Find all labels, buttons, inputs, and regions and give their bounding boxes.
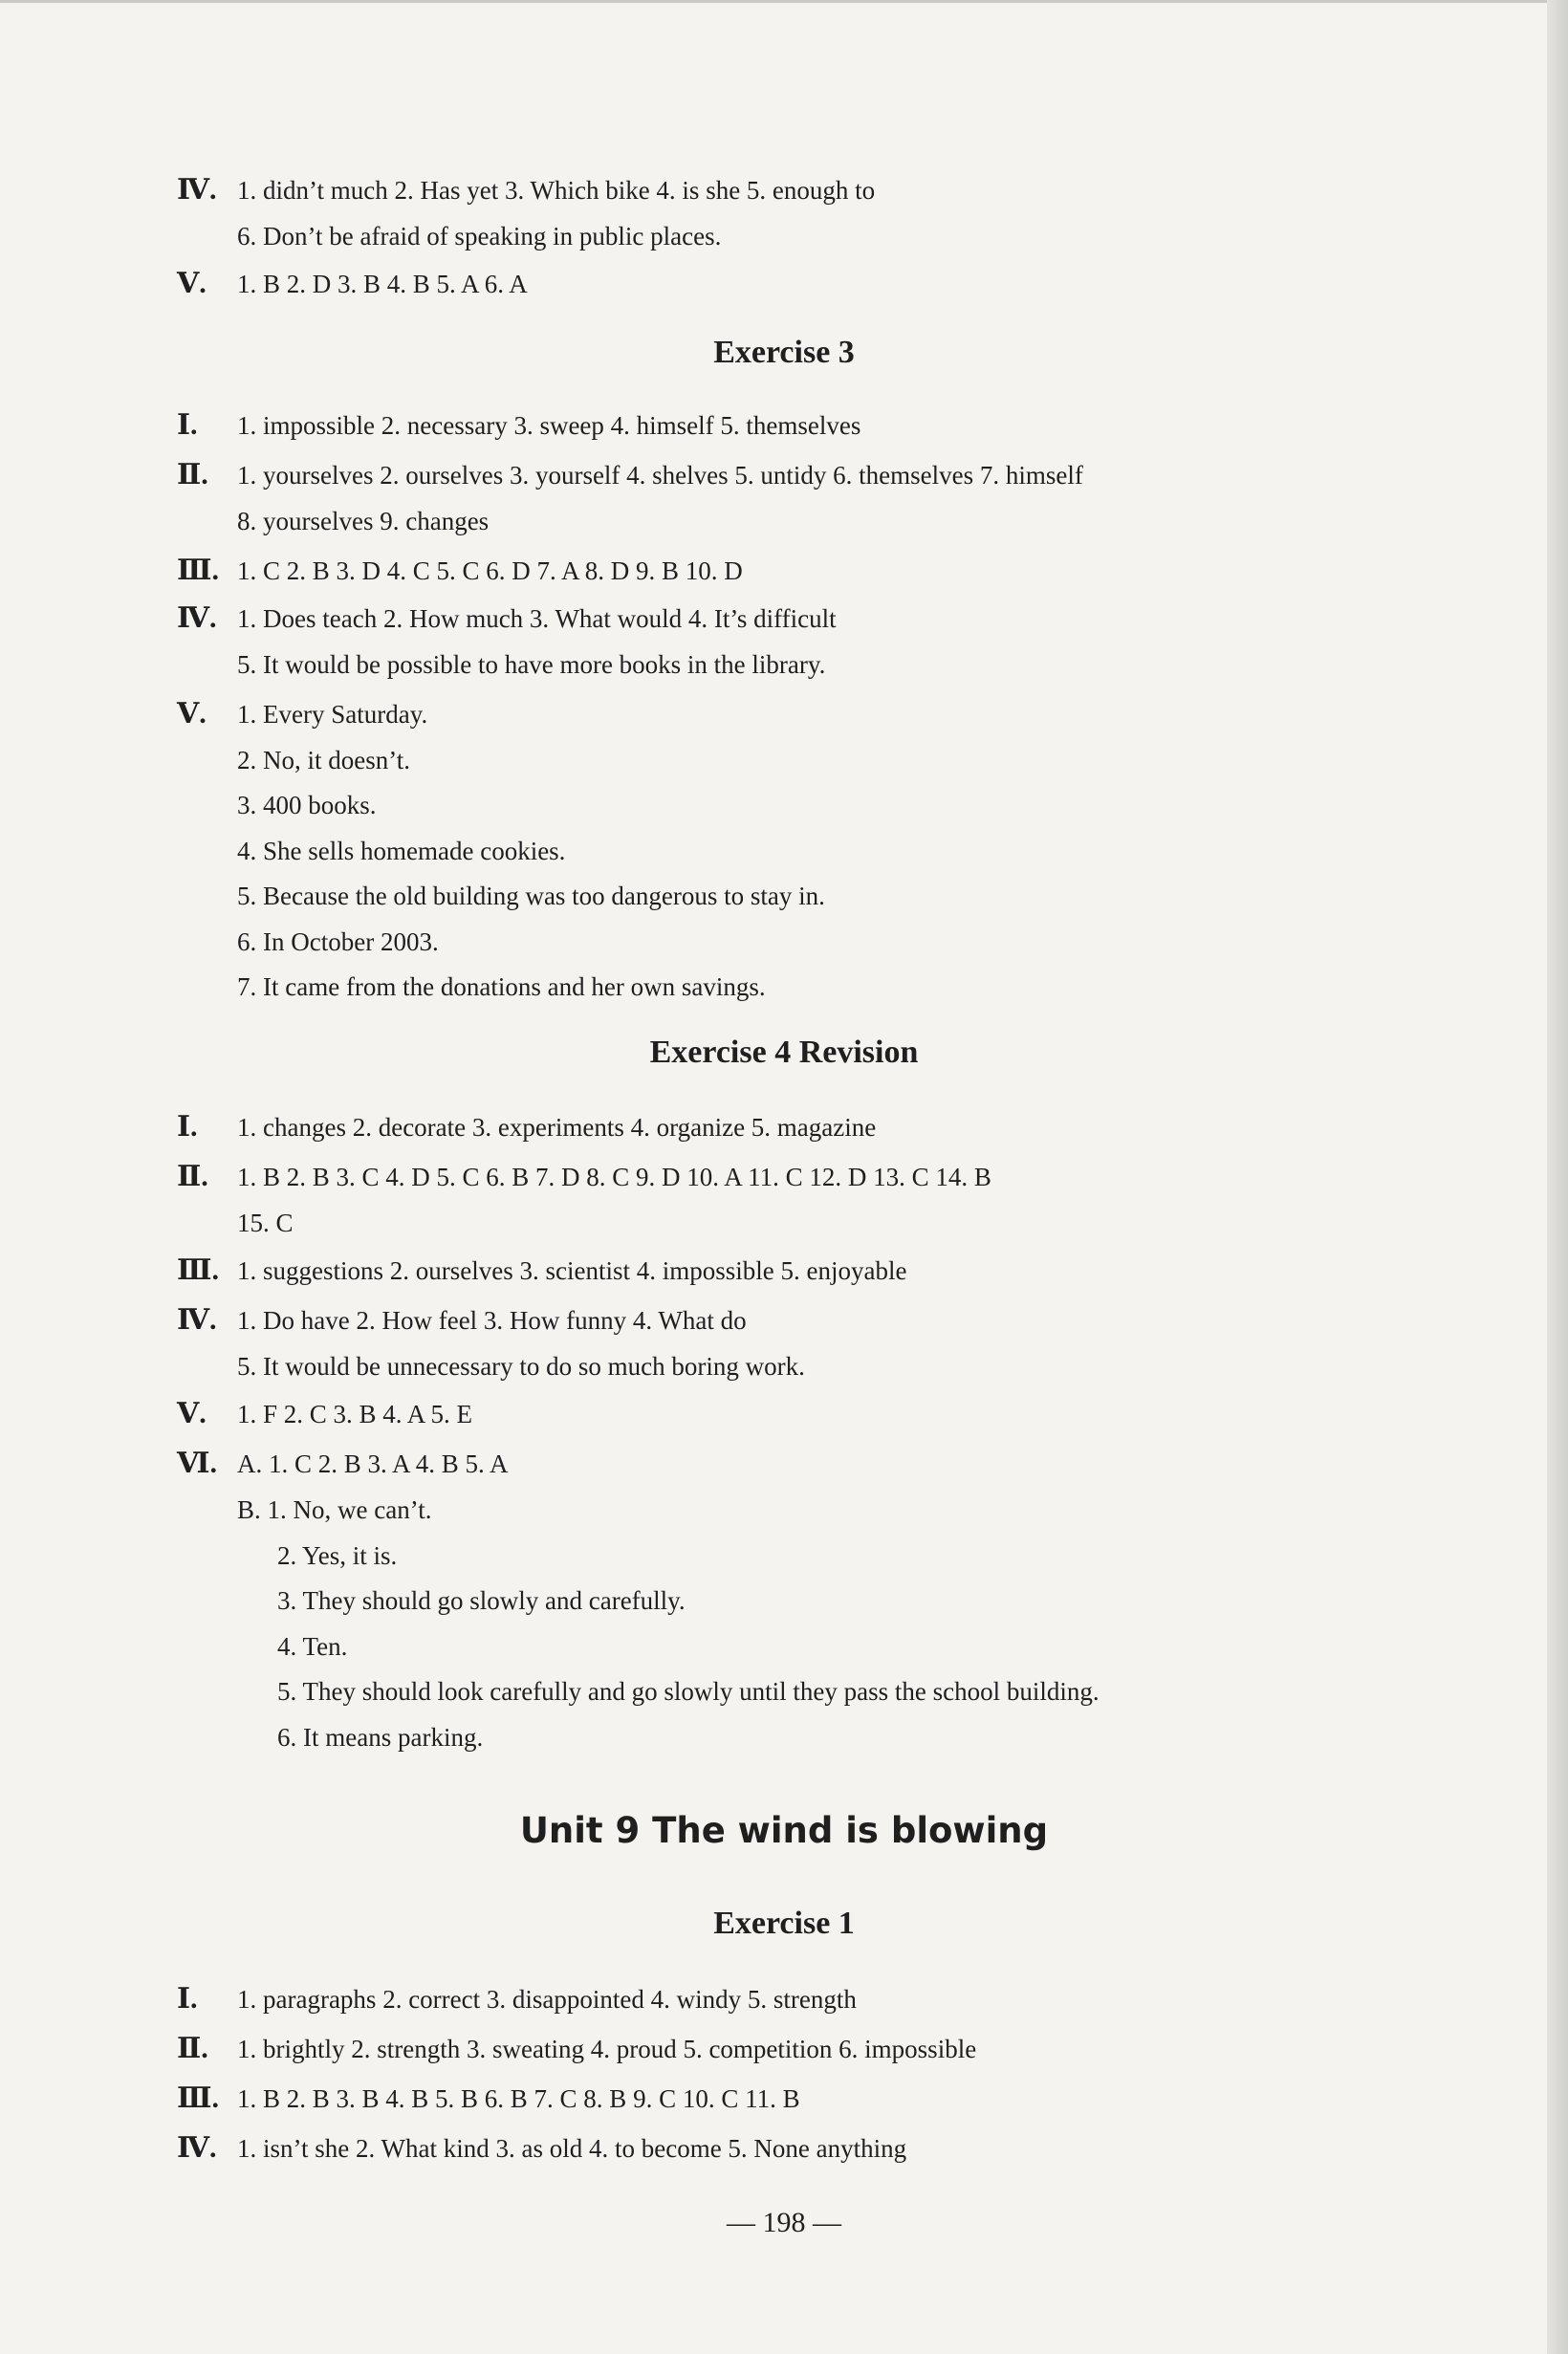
answer-line: 2. Yes, it is. xyxy=(277,1540,398,1570)
section-numeral: Ⅳ. xyxy=(177,174,217,206)
section-numeral: Ⅰ. xyxy=(177,409,198,441)
section-numeral: Ⅳ. xyxy=(177,1304,217,1336)
section-numeral: Ⅳ. xyxy=(177,2132,217,2164)
answer-line: 7. It came from the donations and her own savings. xyxy=(237,972,766,1001)
answer-line: 1. impossible 2. necessary 3. sweep 4. himself 5. themselves xyxy=(237,411,861,440)
answer-line: 6. It means parking. xyxy=(277,1722,484,1752)
section-numeral: Ⅳ. xyxy=(177,602,217,634)
answer-line: 1. Do have 2. How feel 3. How funny 4. What do xyxy=(237,1306,747,1335)
page-number: — 198 — xyxy=(727,2207,841,2238)
answer-line: 3. 400 books. xyxy=(237,791,377,819)
answer-line: 1. paragraphs 2. correct 3. disappointed 4. windy 5. strength xyxy=(237,1985,857,2014)
section-numeral: Ⅰ. xyxy=(177,1111,198,1143)
answer-line: 4. She sells homemade cookies. xyxy=(237,836,566,865)
exercise-heading: Exercise 4 Revision xyxy=(649,1035,919,1070)
answer-line: 1. F 2. C 3. B 4. A 5. E xyxy=(237,1400,473,1428)
section-numeral: Ⅲ. xyxy=(177,2082,220,2114)
answer-line: 1. isn’t she 2. What kind 3. as old 4. to become 5. None anything xyxy=(237,2134,907,2163)
section-numeral: Ⅱ. xyxy=(177,2033,208,2064)
answer-line: 1. B 2. D 3. B 4. B 5. A 6. A xyxy=(237,270,528,298)
answer-line: 5. They should look carefully and go slowly until they pass the school building. xyxy=(277,1677,1100,1706)
answer-line: 8. yourselves 9. changes xyxy=(237,506,490,535)
section-numeral: Ⅵ. xyxy=(177,1448,217,1479)
unit-heading: Unit 9 The wind is blowing xyxy=(519,1810,1049,1851)
answer-line: 1. C 2. B 3. D 4. C 5. C 6. D 7. A 8. D 9. B 10. D xyxy=(237,556,743,585)
section-numeral: Ⅴ. xyxy=(177,1398,207,1429)
answer-line: 1. B 2. B 3. B 4. B 5. B 6. B 7. C 8. B 9. C 10. C 11. B xyxy=(237,2084,800,2113)
answer-line: 5. It would be possible to have more books in the library. xyxy=(237,649,826,679)
answer-line: 1. suggestions 2. ourselves 3. scientist 4. impossible 5. enjoyable xyxy=(237,1256,907,1285)
exercise-heading: Exercise 3 xyxy=(713,335,855,370)
section-numeral: Ⅲ. xyxy=(177,555,220,586)
answer-line: 1. changes 2. decorate 3. experiments 4. organize 5. magazine xyxy=(237,1113,877,1142)
answer-line: 1. brightly 2. strength 3. sweating 4. proud 5. competition 6. impossible xyxy=(237,2035,977,2063)
answer-line: 6. In October 2003. xyxy=(237,926,439,956)
answer-line: 2. No, it doesn’t. xyxy=(237,745,410,774)
answer-line: 5. Because the old building was too dangerous to stay in. xyxy=(237,882,825,910)
section-numeral: Ⅴ. xyxy=(177,698,207,730)
answer-line: 1. B 2. B 3. C 4. D 5. C 6. B 7. D 8. C 9. D 10. A 11. C 12. D 13. C 14. B xyxy=(237,1163,991,1191)
section-numeral: Ⅲ. xyxy=(177,1254,220,1286)
section-numeral: Ⅴ. xyxy=(177,268,207,299)
section-numeral: Ⅱ. xyxy=(177,1161,208,1192)
answer-line: 15. C xyxy=(237,1208,294,1237)
answer-line: 5. It would be unnecessary to do so much boring work. xyxy=(237,1351,805,1381)
answer-line: B. 1. No, we can’t. xyxy=(237,1495,432,1524)
section-numeral: Ⅱ. xyxy=(177,459,208,490)
answer-line: 1. didn’t much 2. Has yet 3. Which bike 4. is she 5. enough to xyxy=(237,176,876,205)
answer-line: 4. Ten. xyxy=(277,1631,348,1661)
top-rule xyxy=(0,0,1568,3)
exercise-heading: Exercise 1 xyxy=(713,1906,855,1941)
answer-line: 1. Every Saturday. xyxy=(237,700,428,729)
answer-line: 1. Does teach 2. How much 3. What would 4. It’s difficult xyxy=(237,604,837,633)
section-numeral: Ⅰ. xyxy=(177,1983,198,2015)
answer-line: 3. They should go slowly and carefully. xyxy=(277,1586,686,1615)
answer-line: 6. Don’t be afraid of speaking in public places. xyxy=(237,221,722,251)
answer-line: A. 1. C 2. B 3. A 4. B 5. A xyxy=(237,1449,509,1478)
answer-line: 1. yourselves 2. ourselves 3. yourself 4. shelves 5. untidy 6. themselves 7. himself xyxy=(237,461,1083,490)
